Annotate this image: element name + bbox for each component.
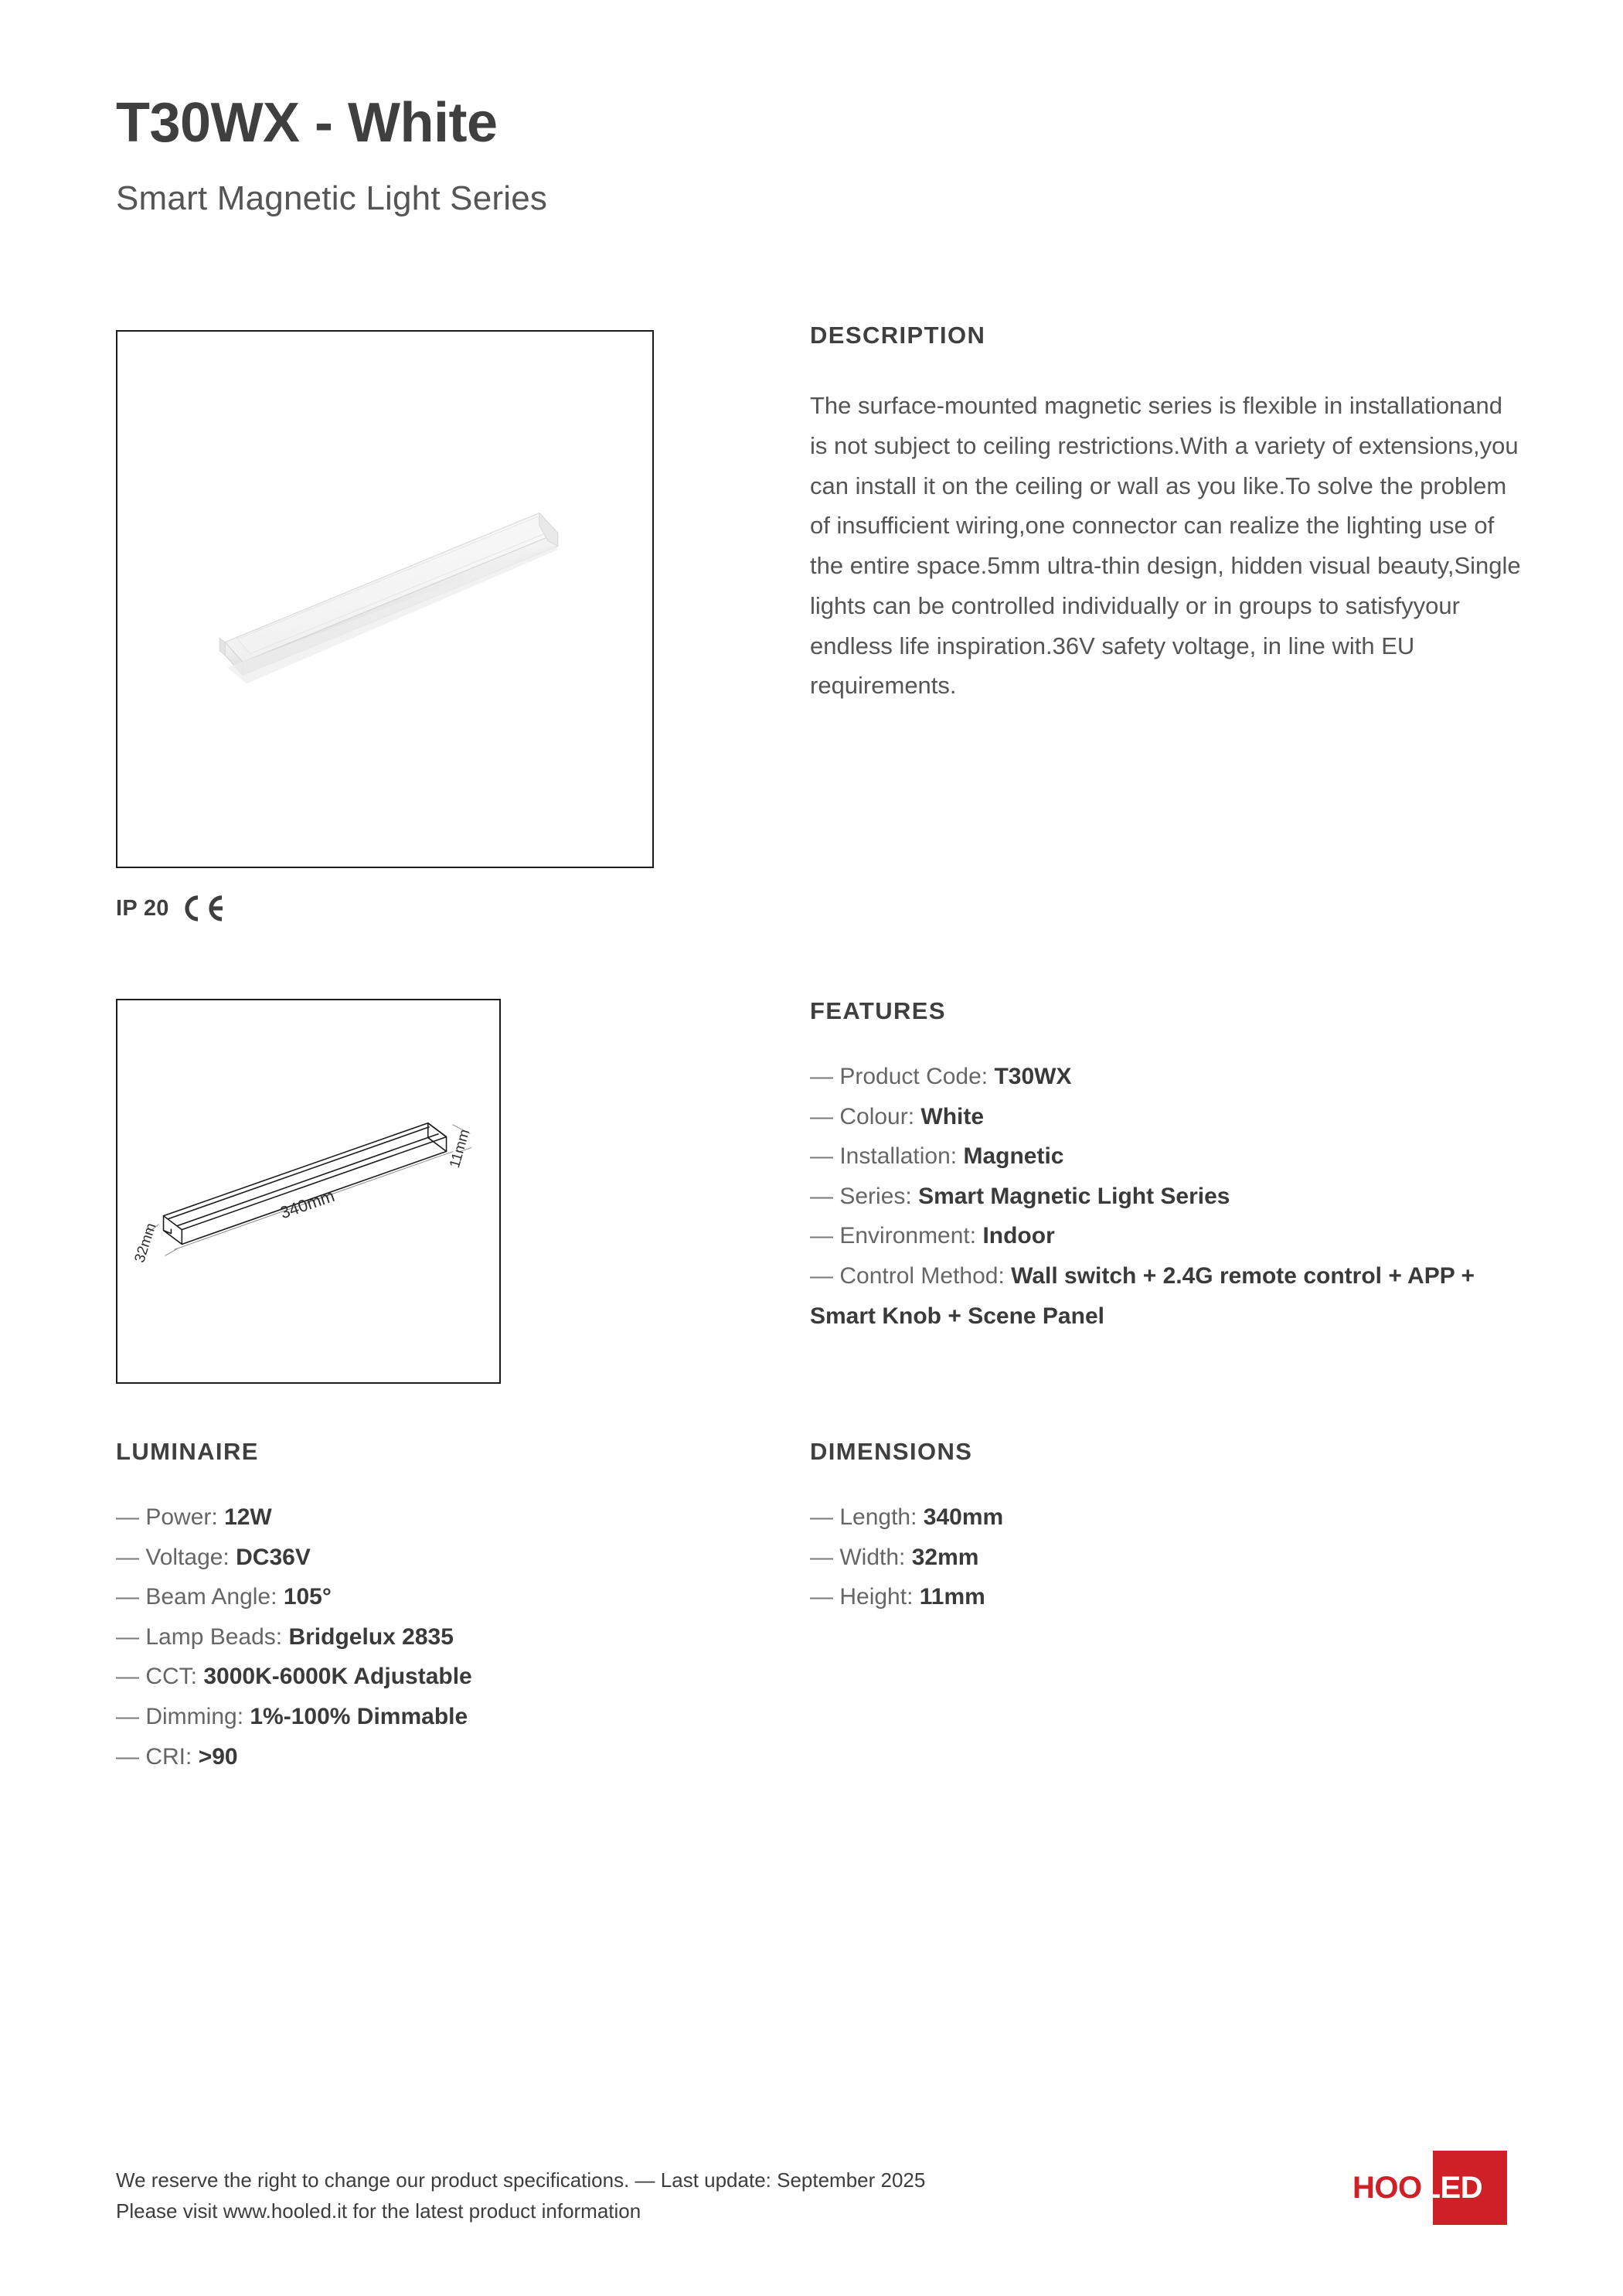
spec-label: Power: (145, 1504, 218, 1530)
spec-value: Smart Magnetic Light Series (918, 1183, 1230, 1209)
ce-mark-icon (180, 895, 226, 921)
spec-label: Environment: (839, 1223, 977, 1249)
list-item: — Control Method: Wall switch + 2.4G remote control + APP + Smart Knob + Scene Panel (810, 1262, 1475, 1329)
spec-label: Length: (839, 1504, 917, 1530)
list-item: — Length: 340mm (810, 1504, 1004, 1530)
length-dimension-label: 340mm (277, 1186, 338, 1223)
product-photo (117, 332, 652, 867)
spec-value: 12W (224, 1504, 272, 1530)
spec-label: Height: (839, 1584, 914, 1610)
luminaire-list (116, 1497, 750, 1777)
spec-label: Product Code: (839, 1064, 988, 1089)
spec-value: 32mm (911, 1544, 979, 1570)
spec-label: Installation: (839, 1143, 958, 1170)
spec-value: White (920, 1103, 985, 1129)
footer-line-1: We reserve the right to change our product specifications. — Last update: September 2025 (116, 2168, 926, 2192)
features-heading: FEATURES (810, 997, 946, 1024)
dimensions-section (810, 1439, 1444, 1617)
spec-label: Dimming: (145, 1703, 244, 1729)
list-item: — Lamp Beads: Bridgelux 2835 (116, 1623, 454, 1650)
page-footer (116, 2165, 1507, 2227)
luminaire-section (116, 1439, 750, 1777)
list-item: — Width: 32mm (810, 1544, 979, 1570)
dimensions-list (810, 1497, 1444, 1617)
list-item: — Product Code: T30WX (810, 1064, 1072, 1089)
spec-label: Width: (839, 1544, 906, 1570)
spec-value: Indoor (982, 1223, 1055, 1249)
list-item: — Colour: White (810, 1103, 985, 1129)
spec-value: DC36V (236, 1544, 311, 1570)
description-heading: DESCRIPTION (810, 322, 986, 349)
list-item: — CRI: >90 (116, 1743, 238, 1770)
spec-label: Series: (839, 1183, 912, 1209)
list-item: — Installation: Magnetic (810, 1143, 1064, 1170)
description-body: The surface-mounted magnetic series is flexible in installationand is not subject to ceiling restrictions.With a variety of extensions,you can install it on the ceiling or wall as you like.To solve the problem of insufficient wiring,one connector can realize the lighting use of the entire space.5mm ultra-thin design, hidden visual beauty,Single lights can be controlled individually or in groups to satisfyyour endless life inspiration.36V safety voltage, in line with EU requirements. (810, 392, 1521, 700)
technical-drawing-box (116, 999, 501, 1384)
spec-value: T30WX (994, 1064, 1072, 1089)
spec-label: Beam Angle: (145, 1584, 277, 1610)
spec-value: 1%-100% Dimmable (250, 1703, 468, 1729)
footer-disclaimer (116, 2165, 925, 2227)
list-item: — Series: Smart Magnetic Light Series (810, 1183, 1230, 1209)
luminaire-heading: LUMINAIRE (116, 1438, 259, 1465)
spec-value: 105° (283, 1584, 332, 1610)
spec-label: Voltage: (145, 1544, 230, 1570)
page-header (116, 93, 1507, 218)
logo-text-hoo: HOO (1352, 2171, 1422, 2205)
list-item: — Voltage: DC36V (116, 1544, 311, 1570)
page-subtitle: Smart Magnetic Light Series (116, 179, 548, 218)
page-title: T30WX - White (116, 92, 498, 154)
spec-value: Bridgelux 2835 (288, 1623, 454, 1650)
spec-value: Wall switch + 2.4G remote control + APP + Smart Knob + Scene Panel (810, 1262, 1475, 1329)
technical-drawing (117, 1000, 499, 1382)
list-item: — Beam Angle: 105° (116, 1584, 332, 1610)
footer-line-2: Please visit www.hooled.it for the latest product information (116, 2199, 641, 2223)
product-image-box (116, 330, 654, 868)
logo-wordmark (1352, 2171, 1507, 2205)
list-item: — Dimming: 1%-100% Dimmable (116, 1703, 468, 1729)
list-item: — Power: 12W (116, 1504, 272, 1530)
logo-text-led: LED (1421, 2171, 1483, 2205)
spec-value: >90 (198, 1743, 238, 1770)
spec-label: CRI: (145, 1743, 192, 1770)
list-item: — Height: 11mm (810, 1584, 985, 1610)
spec-value: 3000K-6000K Adjustable (203, 1664, 472, 1690)
spec-value: Magnetic (963, 1143, 1064, 1170)
hooled-logo (1352, 2151, 1507, 2225)
spec-label: CCT: (145, 1664, 198, 1690)
spec-label: Control Method: (839, 1262, 1005, 1289)
list-item: — Environment: Indoor (810, 1223, 1055, 1249)
height-dimension-label: 11mm (446, 1127, 473, 1170)
features-section (810, 999, 1536, 1336)
spec-label: Colour: (839, 1103, 915, 1129)
dimensions-heading: DIMENSIONS (810, 1438, 973, 1465)
certification-row (116, 895, 226, 921)
spec-value: 11mm (919, 1584, 985, 1610)
ip-rating-label: IP 20 (116, 895, 169, 921)
spec-value: 340mm (923, 1504, 1004, 1530)
description-section (810, 323, 1521, 706)
features-list (810, 1057, 1536, 1336)
spec-label: Lamp Beads: (145, 1623, 283, 1650)
list-item: — CCT: 3000K-6000K Adjustable (116, 1664, 472, 1690)
width-dimension-label: 32mm (131, 1221, 159, 1265)
